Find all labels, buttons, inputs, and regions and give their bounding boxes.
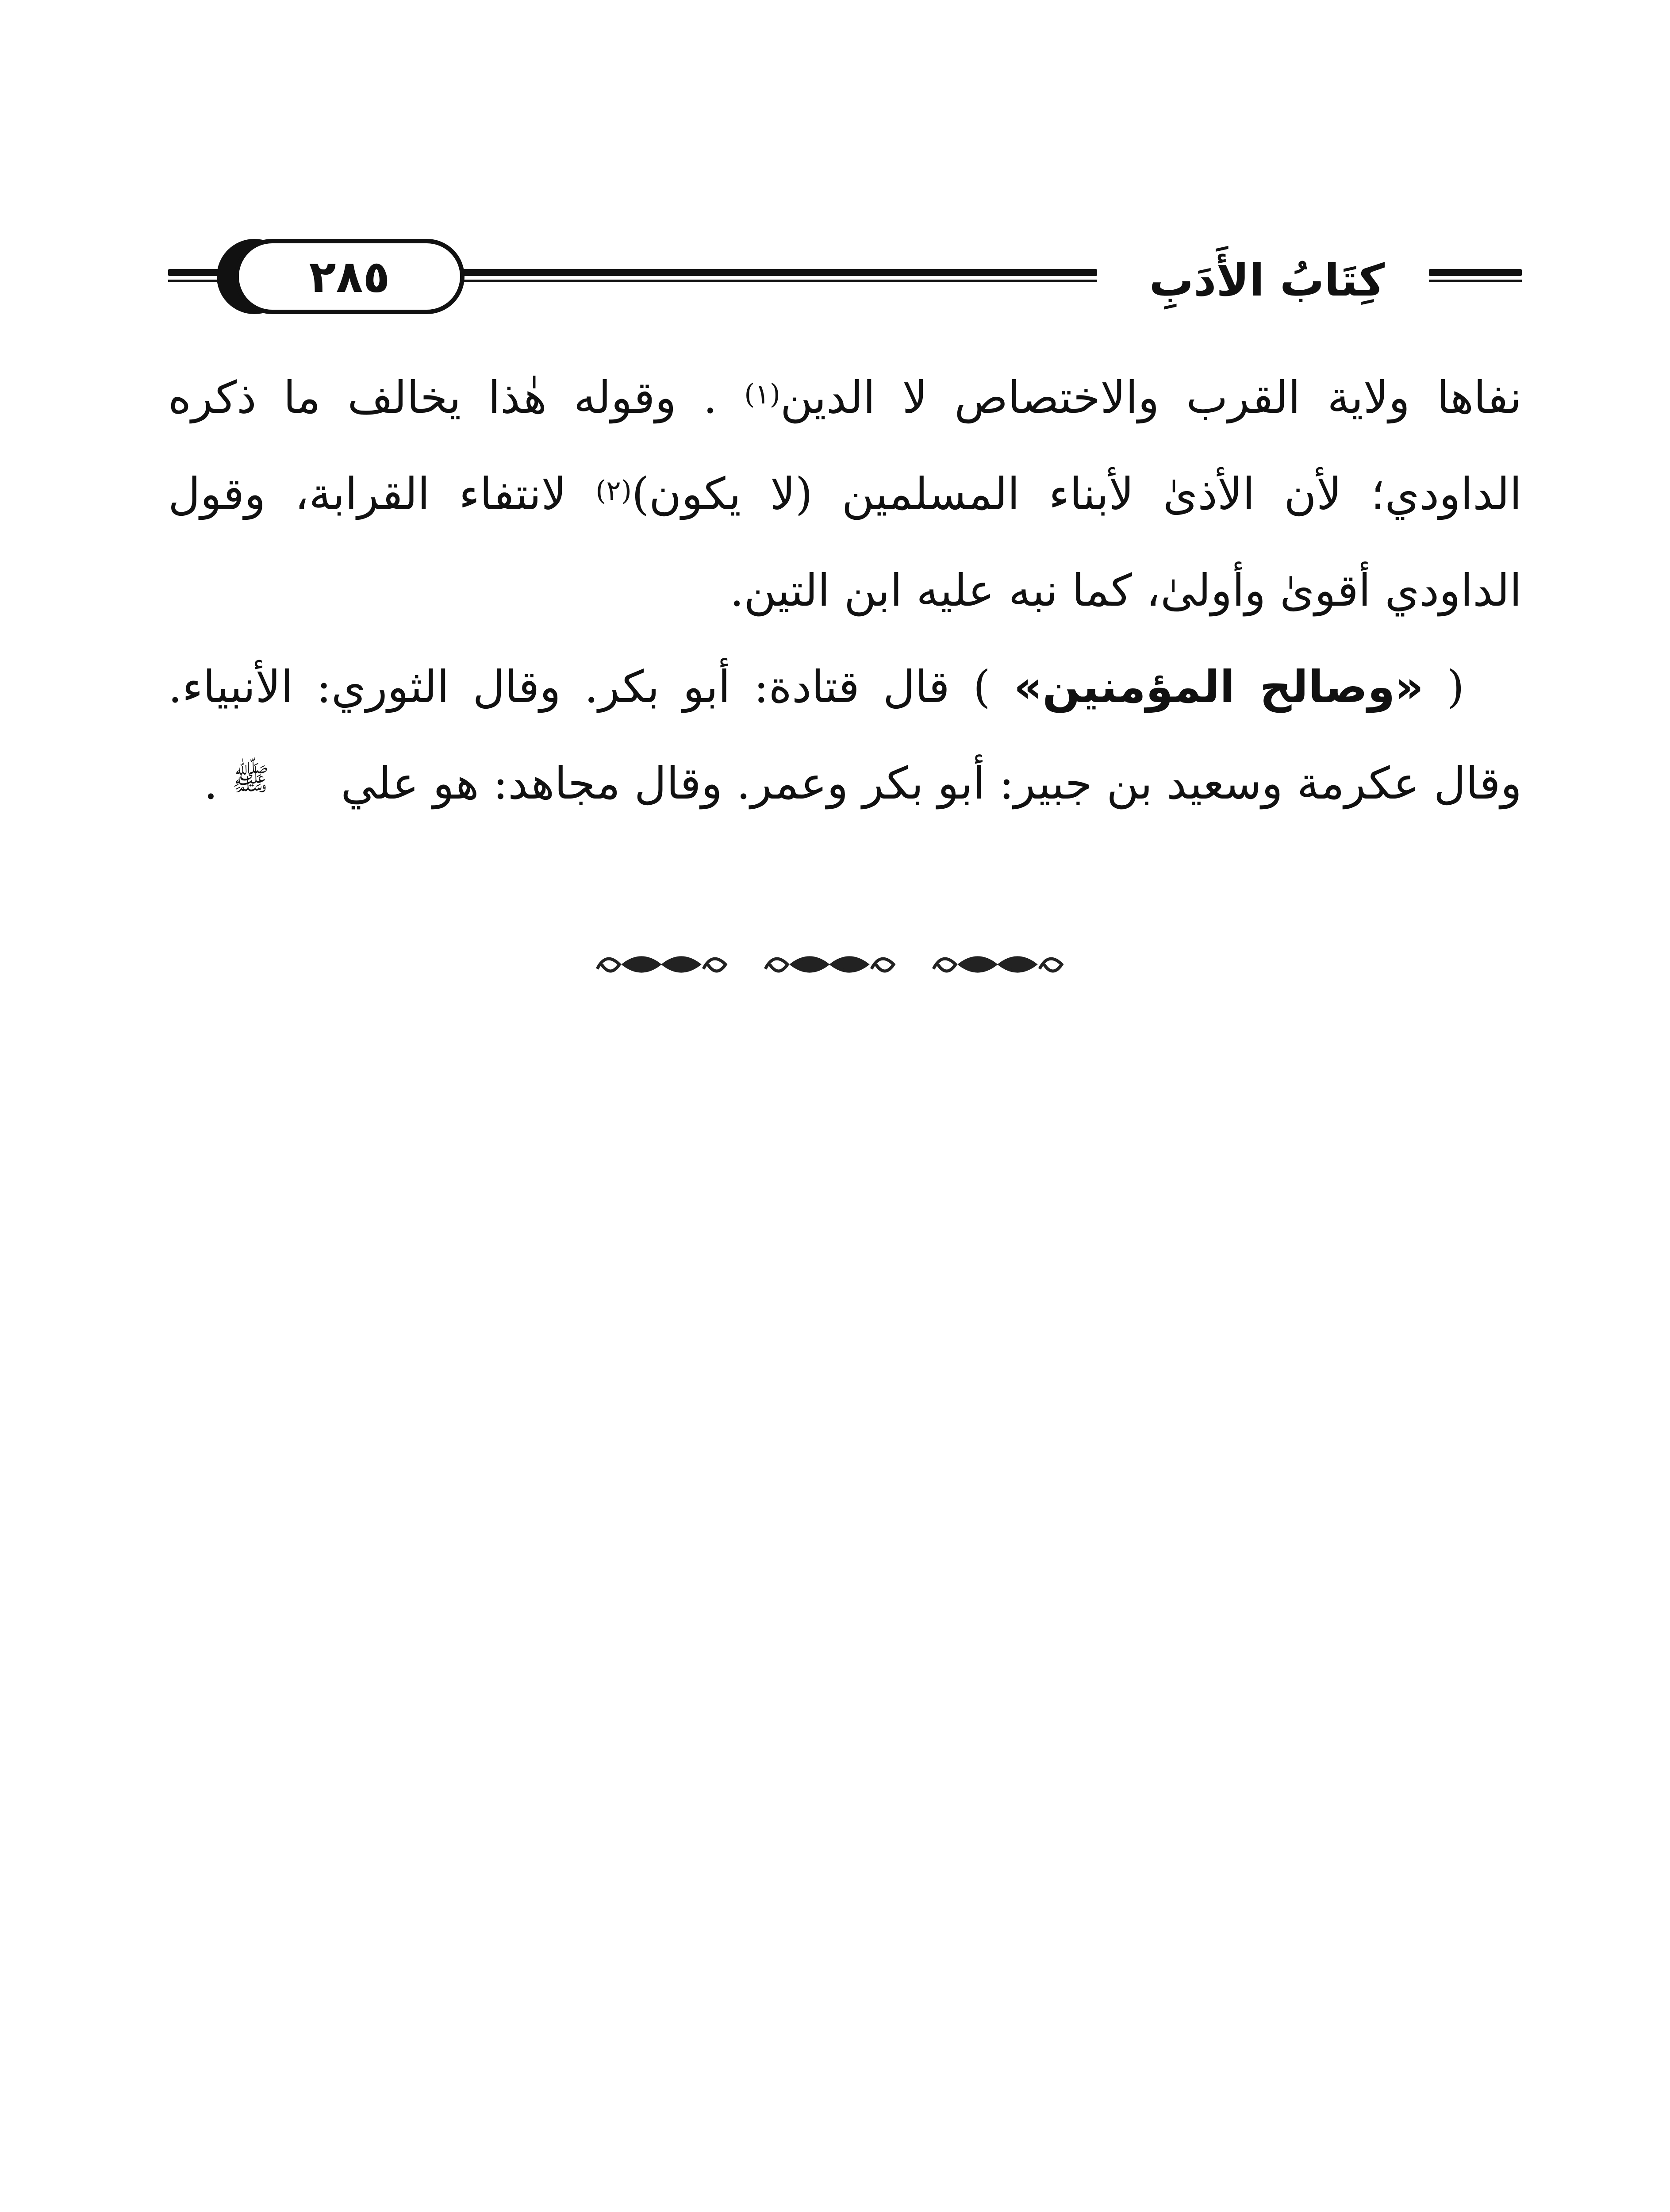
header-rule-right-thin — [1429, 280, 1522, 282]
section-divider-ornament — [588, 942, 1093, 987]
footnote-ref-1: (١) — [744, 378, 780, 410]
honorific-glyph: ﷺ — [232, 761, 269, 797]
running-title: كِتَابُ الأَدَبِ — [1149, 254, 1385, 306]
page-header — [168, 230, 1522, 319]
paragraph-2-open-paren: ( — [1424, 661, 1464, 713]
paragraph-2-text: ) قال قتادة: أبو بكر. وقال الثوري: الأنبياء. وقال عكرمة وسعيد بن جبير: أبو بكر وعمر. وقال مجاهد: هو علي — [168, 661, 1522, 809]
page-number: ٢٨٥ — [309, 250, 390, 303]
paragraph-1-text-a: نفاها ولاية القرب والاختصاص لا الدين — [780, 372, 1522, 423]
page-number-badge — [234, 239, 465, 314]
main-text — [168, 349, 1522, 836]
header-rule-middle-thin — [460, 280, 1097, 282]
paragraph-1-text-b: . وقوله هٰذا يخالف ما ذكره الداودي؛ لأن الأذىٰ لأبناء المسلمين (لا يكون) — [168, 372, 1522, 520]
header-rule-middle — [460, 269, 1097, 276]
paragraph-1-text-c: لانتفاء القرابة، وقول الداودي أقوىٰ وأولىٰ، كما نبه عليه ابن التين. — [168, 468, 1522, 616]
footnote-ref-2: (٢) — [595, 474, 632, 507]
header-rule-right — [1429, 269, 1522, 276]
paragraph-2-end: . — [203, 757, 232, 809]
quoted-term: «وصالح المؤمنين» — [1014, 661, 1424, 713]
paragraph-1 — [168, 349, 1522, 639]
paragraph-2 — [168, 639, 1522, 836]
